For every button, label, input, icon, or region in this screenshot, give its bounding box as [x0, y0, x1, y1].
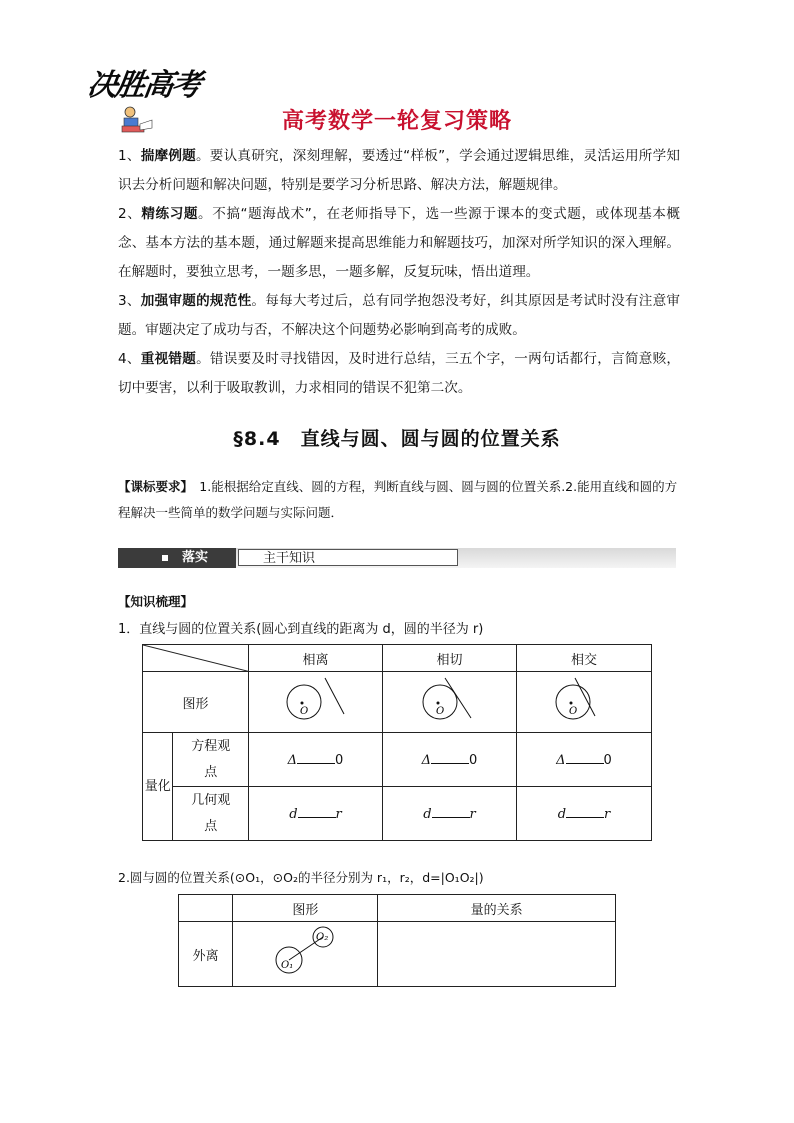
- cell-eq-separate: Δ 0: [248, 733, 382, 787]
- line-circle-table: [142, 644, 652, 841]
- row-label-equation: 方程观点: [173, 733, 249, 787]
- banner-dark-label: 落实: [118, 548, 236, 568]
- cell-relation-external: [378, 922, 616, 987]
- strategy-item: 3、加强审题的规范性。每每大考过后，总有同学抱怨没考好，纠其原因是考试时没有注意审题。审题决定了成功与否，不解决这个问题势必影响到高考的成败。: [118, 293, 681, 338]
- col-header-figure: 图形: [233, 895, 378, 922]
- requirement-text: 1.能根据给定直线、圆的方程，判断直线与圆、圆与圆的位置关系.2.能用直线和圆的方程解决一些简单的数学问题与实际问题．: [118, 479, 678, 520]
- row-label-geometry: 几何观点: [173, 787, 249, 841]
- strategy-item: 2、精练习题。不搞“题海战术”，在老师指导下，选一些源于课本的变式题，或体现基本概念、基本方法的基本题，通过解题来提高思维能力和解题技巧，加深对所学知识的深入理解。在解题时，要独立思考，一题多思，一题多解，反复玩味，悟出道理。: [118, 206, 681, 280]
- requirement-tag: 【课标要求】: [118, 479, 187, 494]
- knowledge-title: 【知识梳理】: [118, 594, 194, 609]
- section-banner: [118, 548, 676, 568]
- square-bullet-icon: [162, 555, 168, 561]
- section-title: §8.4 直线与圆、圆与圆的位置关系: [233, 428, 561, 450]
- cell-geo-separate: d r: [248, 787, 382, 841]
- center-label: O: [568, 706, 578, 717]
- logo-text: 决胜高考: [85, 68, 202, 103]
- circle-circle-table: [178, 894, 616, 987]
- diagonal-line: [143, 645, 251, 672]
- curriculum-requirement: [118, 474, 680, 526]
- row-label-external: 外离: [179, 922, 233, 987]
- col-header: 相切: [382, 645, 516, 672]
- cell-eq-tangent: Δ 0: [382, 733, 516, 787]
- knowledge-item-1: 1．直线与圆的位置关系(圆心到直线的距离为 d，圆的半径为 r): [118, 622, 484, 637]
- figure-intersect: [516, 672, 651, 733]
- col-header: 相离: [248, 645, 382, 672]
- corner-cell: [179, 895, 233, 922]
- col-header: 相交: [516, 645, 651, 672]
- strategy-item: 1、揣摩例题。要认真研究，深刻理解，要透过“样板”，学会通过逻辑思维，灵活运用所学知识去分析问题和解决问题，特别是要学习分析思路、解决方法，解题规律。: [118, 148, 680, 193]
- cell-geo-intersect: d r: [516, 787, 651, 841]
- o1-label: O₁: [281, 960, 294, 971]
- figure-external-circles: [233, 922, 378, 987]
- strategy-list: [118, 142, 680, 403]
- strategy-item: 4、重视错题。错误要及时寻找错因，及时进行总结，三五个字，一两句话都行，言简意赅，切中要害，以利于吸取教训，力求相同的错误不犯第二次。: [118, 351, 681, 396]
- center-label: O: [299, 706, 309, 717]
- figure-separate: [248, 672, 382, 733]
- cell-geo-tangent: d r: [382, 787, 516, 841]
- col-header-relation: 量的关系: [378, 895, 616, 922]
- figure-tangent: [382, 672, 516, 733]
- quantify-group-label: 量化: [143, 733, 173, 841]
- main-title: 高考数学一轮复习策略: [281, 109, 512, 134]
- row-label-figure: 图形: [143, 672, 249, 733]
- banner-white-label: 主干知识: [238, 549, 458, 566]
- cell-eq-intersect: Δ 0: [516, 733, 651, 787]
- o2-label: O₂: [316, 932, 329, 943]
- knowledge-item-2: 2.圆与圆的位置关系(⊙O₁，⊙O₂的半径分别为 r₁，r₂，d=|O₁O₂|): [118, 870, 484, 885]
- center-label: O: [435, 706, 445, 717]
- diagonal-header-cell: [143, 645, 249, 672]
